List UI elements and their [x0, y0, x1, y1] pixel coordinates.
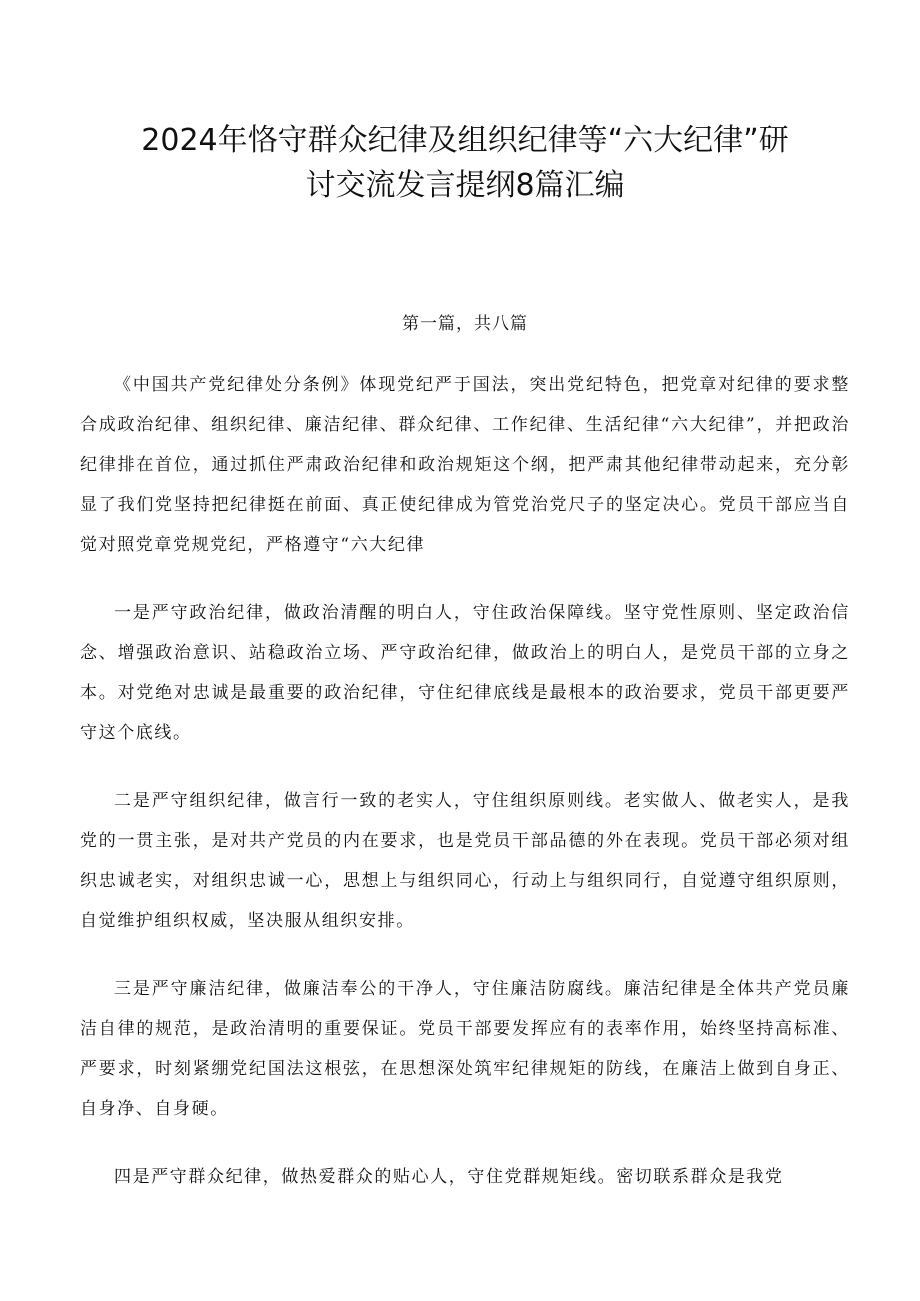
paragraph-intro: 《中国共产党纪律处分条例》体现党纪严于国法，突出党纪特色，把党章对纪律的要求整合成政治纪律、组织纪律、廉洁纪律、群众纪律、工作纪律、生活纪律“六大纪律”，并把政治纪律排在首位，通过抓住严肃政治纪律和政治规矩这个纲，把严肃其他纪律带动起来，充分彰显了我们党坚持把纪律挺在前面、真正使纪律成为管党治党尺子的坚定决心。党员干部应当自觉对照党章党规党纪，严格遵守“六大纪律 — [80, 375, 850, 555]
paragraph-mass-discipline: 四是严守群众纪律，做热爱群众的贴心人，守住党群规矩线。密切联系群众是我党 — [114, 1167, 784, 1187]
paragraph-integrity-discipline: 三是严守廉洁纪律，做廉洁奉公的干净人，守住廉洁防腐线。廉洁纪律是全体共产党员廉洁自律的规范，是政治清明的重要保证。党员干部要发挥应有的表率作用，始终坚持高标准、严要求，时刻紧绷党纪国法这根弦，在思想深处筑牢纪律规矩的防线，在廉洁上做到自身正、自身净、自身硬。 — [80, 979, 850, 1119]
document-title-line-1: 2024年恪守群众纪律及组织纪律等“六大纪律”研 — [141, 123, 789, 158]
document-title-line-2: 讨交流发言提纲8篇汇编 — [305, 168, 625, 203]
paragraph-political-discipline: 一是严守政治纪律，做政治清醒的明白人，守住政治保障线。坚守党性原则、坚定政治信念、增强政治意识、站稳政治立场、严守政治纪律，做政治上的明白人，是党员干部的立身之本。对党绝对忠诚是最重要的政治纪律，守住纪律底线是最根本的政治要求，党员干部更要严守这个底线。 — [80, 603, 850, 743]
section-heading: 第一篇，共八篇 — [402, 314, 528, 334]
paragraph-organizational-discipline: 二是严守组织纪律，做言行一致的老实人，守住组织原则线。老实做人、做老实人，是我党的一贯主张，是对共产党员的内在要求，也是党员干部品德的外在表现。党员干部必须对组织忠诚老实，对组织忠诚一心，思想上与组织同心，行动上与组织同行，自觉遵守组织原则，自觉维护组织权威，坚决服从组织安排。 — [80, 791, 850, 931]
document-title — [80, 118, 850, 208]
